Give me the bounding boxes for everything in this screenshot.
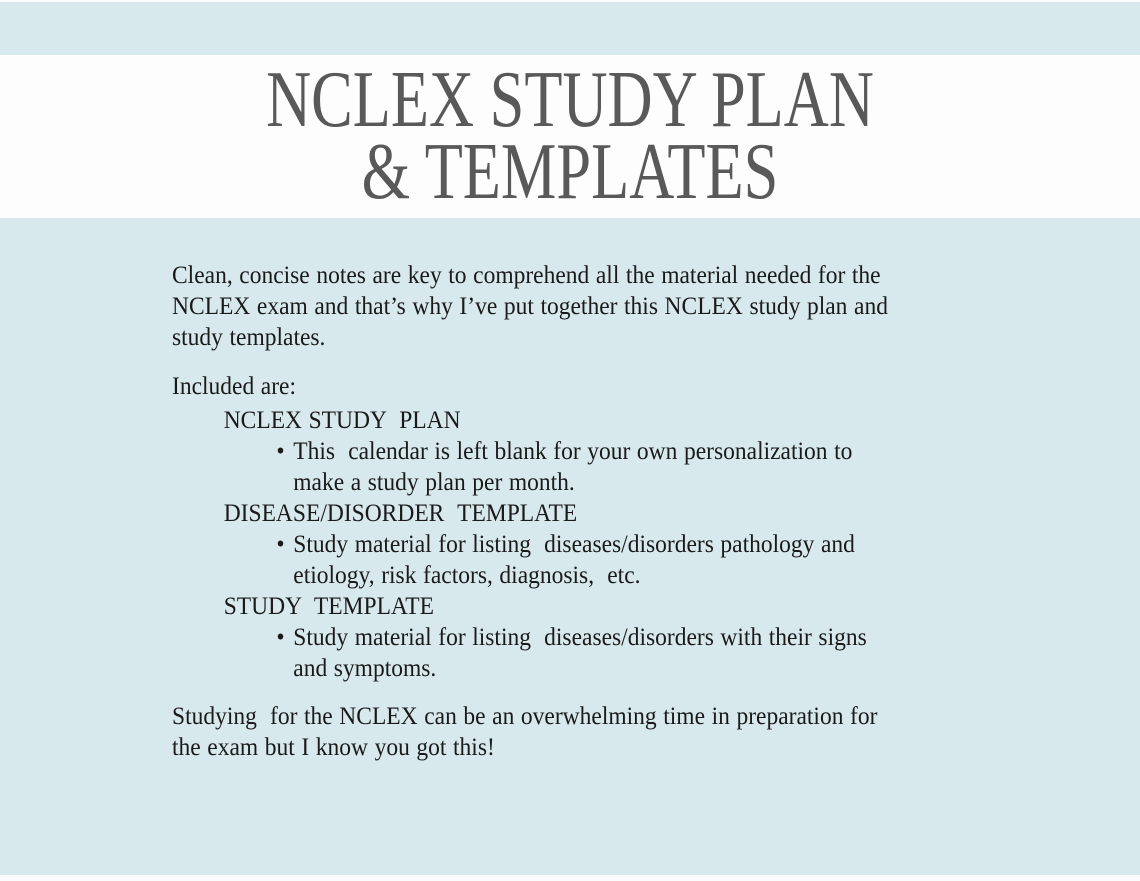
outline-heading-disease-template: DISEASE/DISORDER TEMPLATE xyxy=(223,500,578,527)
bullet-text-line: make a study plan per month. xyxy=(293,469,575,496)
bullet-text-line: Study material for listing diseases/disorders pathology and xyxy=(293,531,855,558)
title-band xyxy=(0,55,1140,218)
intro-line: NCLEX exam and that’s why I’ve put together this NCLEX study plan and xyxy=(172,293,888,320)
body-content xyxy=(172,260,1018,763)
bullet-text-line: This calendar is left blank for your own personalization to xyxy=(293,438,853,465)
included-outline xyxy=(172,405,1018,684)
closing-line: Studying for the NCLEX can be an overwhelming time in preparation for xyxy=(172,703,878,730)
bullet-text-line: etiology, risk factors, diagnosis, etc. xyxy=(293,562,641,589)
bullet-icon: • xyxy=(276,438,285,465)
outline-bullet-item xyxy=(172,436,1018,498)
page-title-line-2: & TEMPLATES xyxy=(361,128,779,216)
bullet-icon: • xyxy=(276,531,285,558)
outline-heading-study-template: STUDY TEMPLATE xyxy=(223,593,435,620)
included-label: Included are: xyxy=(172,373,297,400)
bottom-edge-strip xyxy=(0,875,1140,881)
bullet-text-line: and symptoms. xyxy=(293,655,437,682)
closing-line: the exam but I know you got this! xyxy=(172,734,495,761)
intro-paragraph xyxy=(172,260,1018,353)
top-edge-strip xyxy=(0,0,1140,2)
bullet-icon: • xyxy=(276,624,285,651)
closing-paragraph xyxy=(172,701,1018,763)
intro-line: Clean, concise notes are key to comprehend all the material needed for the xyxy=(172,262,881,289)
outline-bullet-item xyxy=(172,529,1018,591)
outline-bullet-item xyxy=(172,622,1018,684)
bullet-text-line: Study material for listing diseases/disorders with their signs xyxy=(293,624,867,651)
intro-line: study templates. xyxy=(172,324,326,351)
page-title-line-1: NCLEX STUDY PLAN xyxy=(266,56,874,144)
page-title xyxy=(125,56,1014,216)
outline-heading-study-plan: NCLEX STUDY PLAN xyxy=(223,407,461,434)
